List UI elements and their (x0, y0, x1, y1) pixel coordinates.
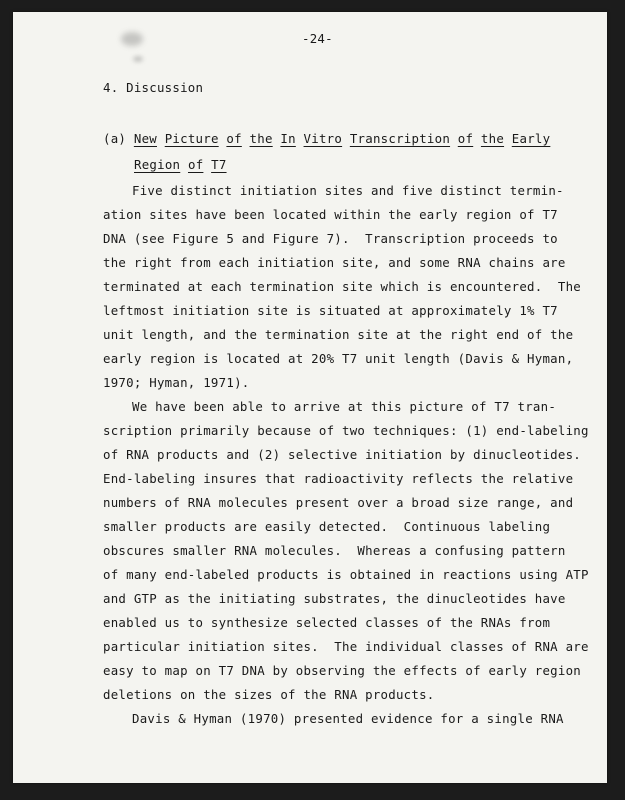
body-line: easy to map on T7 DNA by observing the effects of early region (103, 663, 582, 678)
title-word: Vitro (303, 131, 343, 146)
body-line: scription primarily because of two techniques: (1) end-labeling (103, 423, 589, 438)
title-word: the (249, 131, 273, 146)
body-line: numbers of RNA molecules present over a broad size range, and (103, 495, 574, 510)
body-line: Davis & Hyman (1970) presented evidence for a single RNA (132, 711, 564, 726)
title-word: T7 (211, 157, 227, 172)
document-page (13, 12, 607, 783)
scan-smudge (121, 32, 143, 46)
title-word: Picture (164, 131, 219, 146)
subsection-label: (a) (103, 131, 127, 146)
body-line: particular initiation sites. The individual classes of RNA are (103, 639, 589, 654)
body-line: unit length, and the termination site at the right end of the (103, 327, 574, 342)
title-word: of (187, 157, 204, 172)
title-word: the (480, 131, 505, 146)
title-word: New (133, 131, 157, 146)
body-line: early region is located at 20% T7 unit length (Davis & Hyman, (103, 351, 574, 366)
body-line: 1970; Hyman, 1971). (103, 375, 250, 390)
body-line: obscures smaller RNA molecules. Whereas a confusing pattern (103, 543, 566, 558)
title-word: Transcription (349, 131, 451, 146)
body-line: deletions on the sizes of the RNA products. (103, 687, 435, 702)
body-line: Five distinct initiation sites and five distinct termin- (132, 183, 564, 198)
title-word: Early (511, 131, 551, 146)
body-line: of RNA products and (2) selective initiation by dinucleotides. (103, 447, 582, 462)
body-line: enabled us to synthesize selected classes of the RNAs from (103, 615, 551, 630)
body-line: smaller products are easily detected. Continuous labeling (103, 519, 551, 534)
body-line: the right from each initiation site, and some RNA chains are (103, 255, 566, 270)
section-heading: 4. Discussion (103, 80, 204, 95)
body-line: End-labeling insures that radioactivity reflects the relative (103, 471, 574, 486)
title-word: of (226, 131, 242, 146)
title-word: of (457, 131, 474, 146)
subsection-title-line-2 (134, 157, 227, 173)
subsection-title-line-1 (103, 131, 550, 147)
page-number: -24- (302, 31, 333, 46)
scan-smudge (133, 56, 143, 62)
body-line: ation sites have been located within the early region of T7 (103, 207, 558, 222)
body-line: DNA (see Figure 5 and Figure 7). Transcription proceeds to (103, 231, 558, 246)
body-line: leftmost initiation site is situated at approximately 1% T7 (103, 303, 558, 318)
body-line: of many end-labeled products is obtained in reactions using ATP (103, 567, 589, 582)
title-word: In (280, 131, 296, 146)
body-line: terminated at each termination site which is encountered. The (103, 279, 582, 294)
body-line: We have been able to arrive at this picture of T7 tran- (132, 399, 557, 414)
body-line: and GTP as the initiating substrates, the dinucleotides have (103, 591, 566, 606)
title-word: Region (134, 157, 181, 172)
